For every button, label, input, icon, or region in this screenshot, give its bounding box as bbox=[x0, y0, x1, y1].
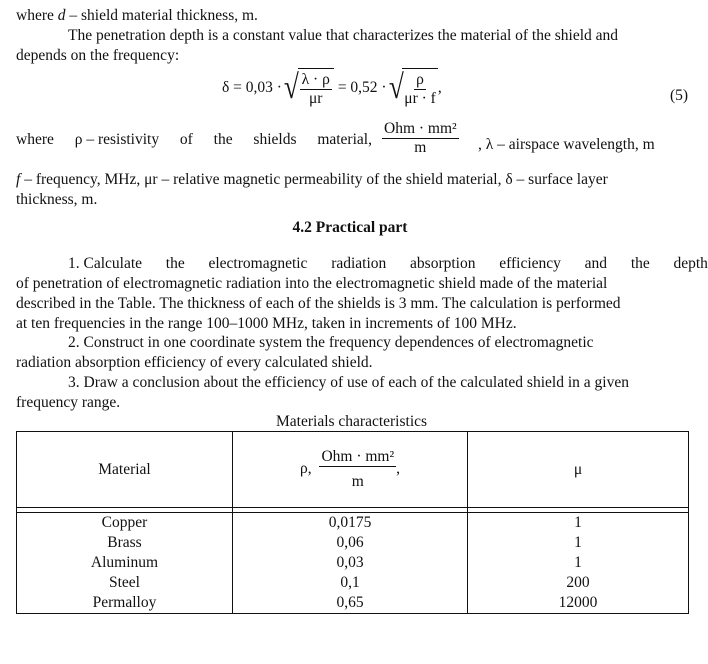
word: 1. Calculate bbox=[68, 255, 143, 272]
table-row bbox=[17, 593, 689, 614]
table-row bbox=[17, 513, 689, 534]
cell-rho: 0,1 bbox=[233, 573, 468, 593]
cell-rho: 0,03 bbox=[233, 553, 468, 573]
cell-rho: 0,06 bbox=[233, 533, 468, 553]
definition-line-d bbox=[16, 6, 258, 26]
word: electromagnetic bbox=[208, 255, 308, 272]
word: efficiency bbox=[499, 255, 561, 272]
cell-mu: 200 bbox=[468, 573, 689, 593]
text-shield-thickness: – shield material thickness, m. bbox=[65, 7, 258, 24]
header-rho-symbol: ρ, bbox=[299, 460, 312, 478]
header-rho-unit-denominator: m bbox=[351, 473, 364, 490]
cell-rho: 0,0175 bbox=[233, 513, 468, 534]
wavelength-definition: , λ – airspace wavelength, m bbox=[478, 136, 655, 153]
cell-rho: 0,65 bbox=[233, 593, 468, 614]
radical-sign-1: √ bbox=[283, 69, 299, 106]
cell-material: Permalloy bbox=[17, 593, 233, 614]
fraction-lambda-rho-over-mu bbox=[300, 71, 332, 108]
fraction-rho-over-mu-f bbox=[404, 71, 436, 108]
word: the bbox=[213, 131, 233, 148]
text-where: where bbox=[16, 7, 58, 24]
word: where bbox=[16, 131, 54, 148]
resistivity-definition-words bbox=[16, 130, 372, 150]
formula-5 bbox=[222, 68, 442, 108]
denominator-mu-r-f: μr · f bbox=[404, 90, 436, 107]
header-resistivity bbox=[233, 432, 468, 508]
resistivity-unit-fraction bbox=[382, 120, 459, 157]
word: absorption bbox=[410, 255, 476, 272]
formula-delta-coefficient: δ = 0,03 · bbox=[222, 79, 282, 96]
task-2-line-1: 2. Construct in one coordinate system the frequency dependences of electromagnetic bbox=[68, 334, 594, 351]
task-3-line-2: frequency range. bbox=[16, 394, 121, 411]
formula-comma: , bbox=[437, 79, 442, 96]
cell-material: Brass bbox=[17, 533, 233, 553]
header-rho-unit-numerator: Ohm · mm² bbox=[321, 448, 395, 465]
word: radiation bbox=[331, 255, 387, 272]
cell-material: Copper bbox=[17, 513, 233, 534]
cell-mu: 12000 bbox=[468, 593, 689, 614]
header-mu: μ bbox=[468, 432, 689, 508]
table-caption: Materials characteristics bbox=[276, 413, 428, 430]
word: ρ – resistivity bbox=[74, 131, 160, 148]
radical-sign-2: √ bbox=[388, 69, 404, 106]
task-1-line-4: at ten frequencies in the range 100–1000 MHz, taken in increments of 100 MHz. bbox=[16, 315, 517, 332]
numerator-lambda-rho: λ · ρ bbox=[301, 71, 330, 88]
table-row bbox=[17, 573, 689, 593]
task-1-first-line bbox=[68, 254, 708, 274]
task-2-line-2: radiation absorption efficiency of every calculated shield. bbox=[16, 354, 373, 371]
variable-d: d bbox=[57, 7, 66, 24]
task-1-line-2: of penetration of electromagnetic radiation into the electromagnetic shield made of the material bbox=[16, 275, 608, 292]
cell-material: Aluminum bbox=[17, 553, 233, 573]
word: and bbox=[584, 255, 608, 272]
table-header-row bbox=[17, 432, 689, 508]
table-row bbox=[17, 553, 689, 573]
task-3-line-1: 3. Draw a conclusion about the efficiency of use of each of the calculated shield in a given bbox=[68, 374, 629, 391]
cell-mu: 1 bbox=[468, 533, 689, 553]
word: of bbox=[179, 131, 193, 148]
task-1-line-3: described in the Table. The thickness of each of the shields is 3 mm. The calculation is performed bbox=[16, 295, 621, 312]
cell-material: Steel bbox=[17, 573, 233, 593]
word: the bbox=[630, 255, 650, 272]
word: material, bbox=[317, 131, 372, 148]
frequency-dependence-line: depends on the frequency: bbox=[16, 47, 180, 64]
text-frequency-definitions: – frequency, MHz, μr – relative magnetic permeability of the shield material, δ – surface layer bbox=[20, 171, 608, 188]
formula-second-coefficient: = 0,52 · bbox=[337, 79, 387, 96]
word: the bbox=[165, 255, 185, 272]
variable-f: f bbox=[16, 171, 21, 188]
denominator-mu-r: μr bbox=[308, 90, 323, 107]
unit-denominator: m bbox=[414, 139, 427, 156]
penetration-depth-sentence: The penetration depth is a constant value that characterizes the material of the shield and bbox=[68, 27, 619, 44]
table-row bbox=[17, 533, 689, 553]
header-rho-comma: , bbox=[396, 460, 401, 478]
unit-numerator: Ohm · mm² bbox=[384, 120, 457, 137]
cell-mu: 1 bbox=[468, 513, 689, 534]
numerator-rho: ρ bbox=[416, 71, 424, 88]
sqrt-2 bbox=[387, 68, 438, 108]
sqrt-1 bbox=[282, 68, 334, 108]
cell-mu: 1 bbox=[468, 553, 689, 573]
materials-table bbox=[16, 431, 689, 614]
thickness-line: thickness, m. bbox=[16, 191, 98, 208]
header-material: Material bbox=[17, 432, 233, 508]
equation-number: (5) bbox=[670, 87, 689, 104]
section-heading: 4.2 Practical part bbox=[292, 219, 408, 236]
word: shields bbox=[253, 131, 297, 148]
word: depth bbox=[673, 255, 708, 272]
frequency-definition-line bbox=[16, 170, 608, 190]
